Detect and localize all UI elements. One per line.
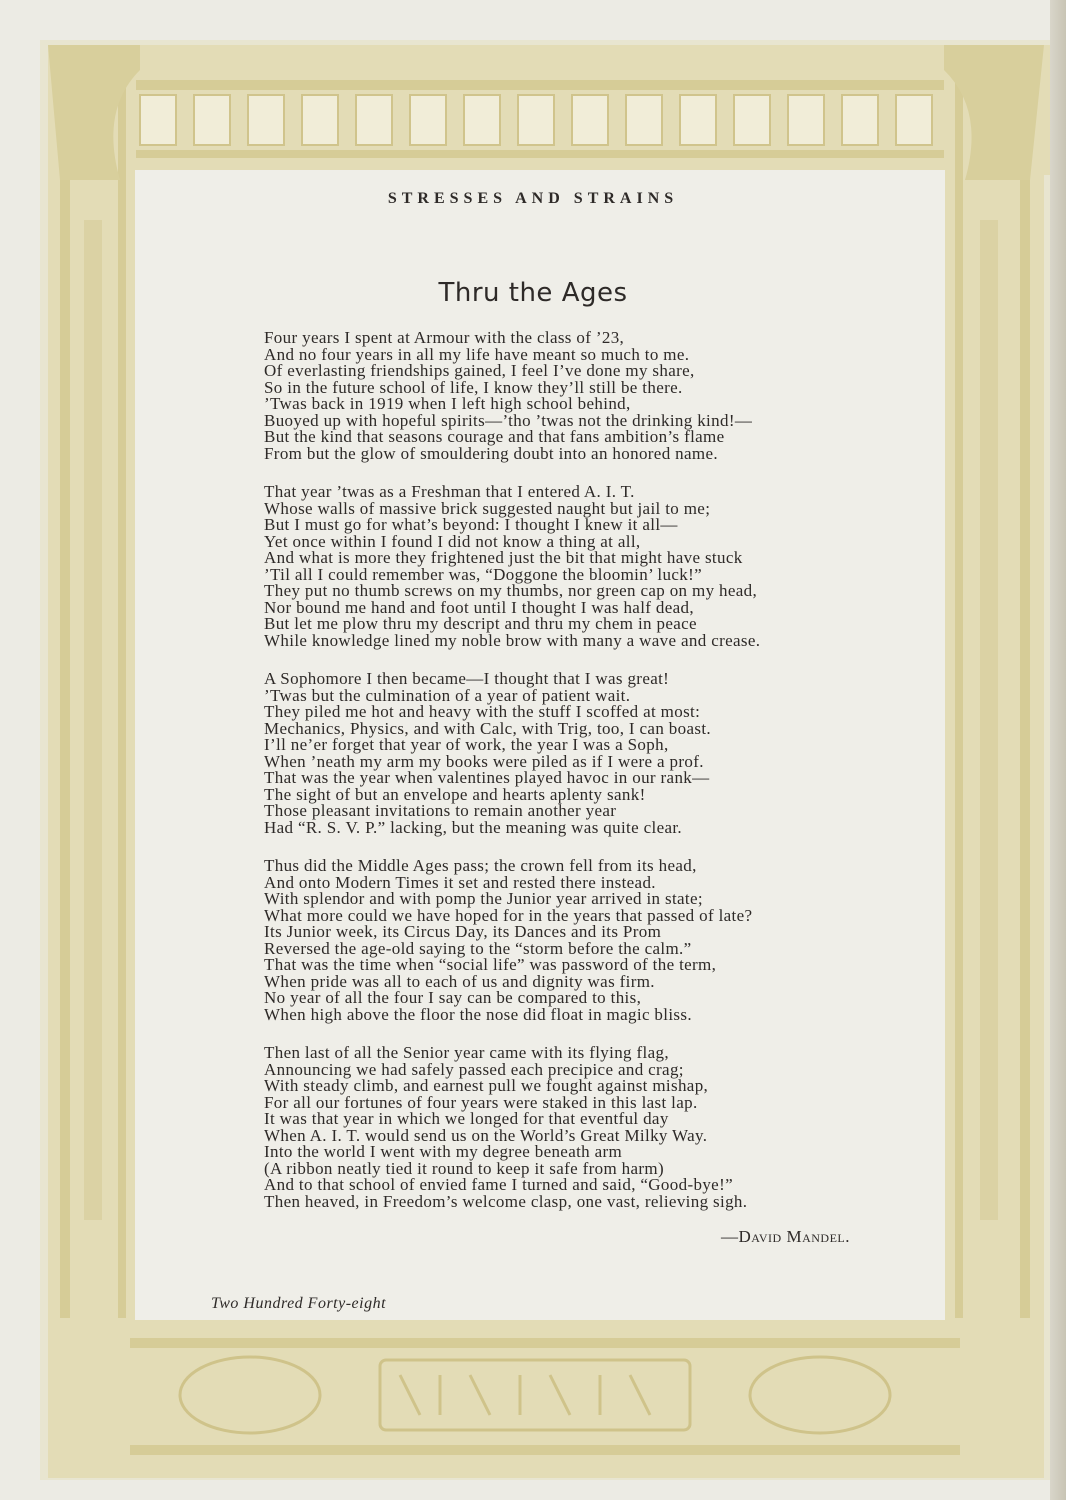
running-header: STRESSES AND STRAINS [387, 190, 679, 207]
poem-line: ’Til all I could remember was, “Doggone the bloomin’ luck!” [264, 564, 702, 584]
poem-line: Four years I spent at Armour with the class of ’23, [264, 328, 625, 347]
poem-line: Those pleasant invitations to remain another year [264, 801, 617, 820]
stanza-1 [264, 330, 864, 462]
poem-line: ’Twas but the culmination of a year of patient wait. [264, 685, 631, 705]
poem-line: But I must go for what’s beyond: I thought I knew it all— [264, 515, 678, 534]
page-number: Two Hundred Forty-eight [211, 1295, 387, 1312]
poem-body [264, 330, 864, 1232]
poem-line: Its Junior week, its Circus Day, its Dances and its Prom [264, 922, 662, 941]
poem-line: Then last of all the Senior year came with its flying flag, [264, 1043, 669, 1062]
poem-line: They piled me hot and heavy with the stuff I scoffed at most: [264, 702, 701, 721]
poem-line: And what is more they frightened just the bit that might have stuck [264, 548, 743, 567]
stanza-5 [264, 1045, 864, 1210]
poem-line: Whose walls of massive brick suggested naught but jail to me; [264, 498, 711, 518]
poem-line: Had “R. S. V. P.” lacking, but the meaning was quite clear. [264, 817, 683, 837]
poem-line: Of everlasting friendships gained, I feel I’ve done my share, [264, 361, 695, 380]
poem-line: Then heaved, in Freedom’s welcome clasp, one vast, relieving sigh. [264, 1191, 748, 1211]
poem-line: Thus did the Middle Ages pass; the crown fell from its head, [264, 856, 697, 875]
poem-line: ’Twas back in 1919 when I left high school behind, [264, 394, 631, 413]
poem-line: They put no thumb screws on my thumbs, nor green cap on my head, [264, 581, 758, 600]
poem-line: That was the year when valentines played havoc in our rank— [264, 768, 710, 787]
stanza-2 [264, 484, 864, 649]
poem-line: When high above the floor the nose did float in magic bliss. [264, 1004, 692, 1024]
poem-line: When A. I. T. would send us on the World’s Great Milky Way. [264, 1125, 708, 1145]
poem-line: Buoyed up with hopeful spirits—’tho ’twas not the drinking kind!— [264, 410, 753, 430]
poem-line: Reversed the age-old saying to the “storm before the calm.” [264, 938, 692, 958]
page-edge-shadow [1050, 0, 1066, 1500]
poem-line: But the kind that seasons courage and that fans ambition’s flame [264, 427, 725, 446]
poem-line: But let me plow thru my descript and thru my chem in peace [264, 614, 697, 633]
top-frieze-blocks [140, 95, 932, 145]
poem-line: When pride was all to each of us and dignity was firm. [264, 971, 655, 991]
poem-line: Yet once within I found I did not know a thing at all, [264, 531, 641, 551]
poem-line: Into the world I went with my degree beneath arm [264, 1142, 623, 1161]
poem-line: The sight of but an envelope and hearts aplenty sank! [264, 784, 646, 804]
poem-line: What more could we have hoped for in the years that passed of late? [264, 905, 753, 925]
poem-line: When ’neath my arm my books were piled as if I were a prof. [264, 751, 704, 771]
stanza-4 [264, 858, 864, 1023]
poem-line: Announcing we had safely passed each precipice and crag; [264, 1059, 684, 1079]
poem-line: It was that year in which we longed for that eventful day [264, 1109, 669, 1128]
stanza-3 [264, 671, 864, 836]
poem-line: For all our fortunes of four years were staked in this last lap. [264, 1092, 698, 1112]
poem-title: Thru the Ages [438, 278, 628, 308]
poem-line: That was the time when “social life” was password of the term, [264, 955, 717, 974]
author-signature: —David Mandel. [721, 1227, 850, 1246]
poem-line: From but the glow of smouldering doubt into an honored name. [264, 443, 718, 463]
poem-line: And to that school of envied fame I turned and said, “Good-bye!” [264, 1175, 733, 1194]
poem-line: And no four years in all my life have meant so much to me. [264, 344, 690, 364]
poem-line: While knowledge lined my noble brow with many a wave and crease. [264, 630, 761, 650]
poem-line: (A ribbon neatly tied it round to keep it safe from harm) [264, 1158, 664, 1178]
poem-line: And onto Modern Times it set and rested there instead. [264, 872, 656, 892]
poem-line: Mechanics, Physics, and with Calc, with Trig, too, I can boast. [264, 718, 712, 738]
poem-line: So in the future school of life, I know they’ll still be there. [264, 377, 683, 397]
poem-line: A Sophomore I then became—I thought that I was great! [264, 669, 670, 688]
poem-line: Nor bound me hand and foot until I thought I was half dead, [264, 597, 694, 617]
poem-line: I’ll ne’er forget that year of work, the year I was a Soph, [264, 735, 669, 754]
poem-line: That year ’twas as a Freshman that I entered A. I. T. [264, 482, 635, 501]
poem-line: With splendor and with pomp the Junior year arrived in state; [264, 889, 703, 908]
poem-line: No year of all the four I say can be compared to this, [264, 988, 642, 1007]
poem-line: With steady climb, and earnest pull we fought against mishap, [264, 1076, 709, 1095]
